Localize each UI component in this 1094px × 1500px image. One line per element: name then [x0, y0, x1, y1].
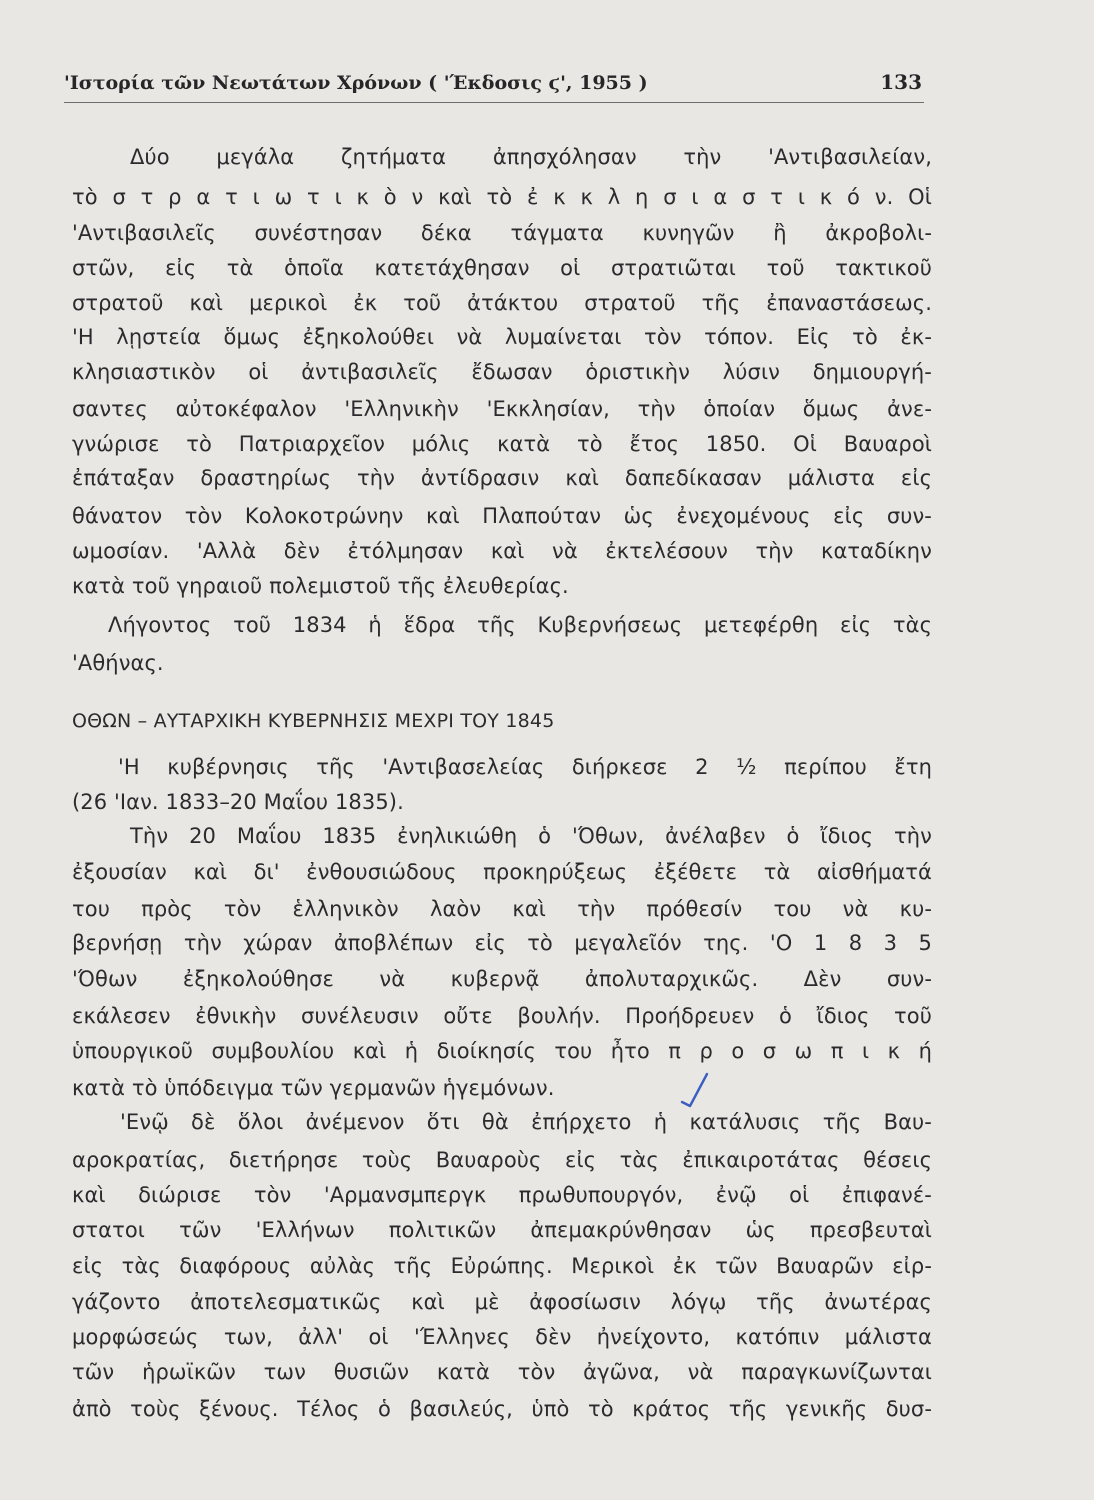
text-line: 'Η λῃστεία ὅμως ἐξηκολούθει νὰ λυμαίνεται τὸν τόπον. Εἰς τὸ ἐκ-: [72, 325, 932, 349]
text-line: στῶν, εἰς τὰ ὁποῖα κατετάχθησαν οἱ στρατιῶται τοῦ τακτικοῦ: [72, 256, 932, 280]
text-line: μορφώσεώς των, ἀλλ' οἱ 'Έλληνες δὲν ἠνείχοντο, κατόπιν μάλιστα: [72, 1325, 932, 1349]
text-line: γάζοντο ἀποτελεσματικῶς καὶ μὲ ἀφοσίωσιν λόγῳ τῆς ἀνωτέρας: [72, 1290, 932, 1314]
text-line: στατοι τῶν 'Ελλήνων πολιτικῶν ἀπεμακρύνθησαν ὡς πρεσβευταὶ: [72, 1218, 932, 1242]
text-line: τῶν ἡρωϊκῶν των θυσιῶν κατὰ τὸν ἀγῶνα, νὰ παραγκωνίζωνται: [72, 1360, 932, 1384]
text-line: κλησιαστικὸν οἱ ἀντιβασιλεῖς ἔδωσαν ὁριστικὴν λύσιν δημιουργή-: [72, 360, 932, 384]
text-line: Δύο μεγάλα ζητήματα ἀπησχόλησαν τὴν 'Αντιβασιλείαν,: [130, 145, 932, 169]
text-line: κατὰ τοῦ γηραιοῦ πολεμιστοῦ τῆς ἐλευθερίας.: [72, 574, 569, 598]
text-line: (26 'Ιαν. 1833–20 Μαΐου 1835).: [72, 790, 404, 814]
text-line: αροκρατίας, διετήρησε τοὺς Βαυαροὺς εἰς τὰς ἐπικαιροτάτας θέσεις: [72, 1148, 932, 1172]
text-line: εἰς τὰς διαφόρους αὐλὰς τῆς Εὐρώπης. Μερικοὶ ἐκ τῶν Βαυαρῶν εἰρ-: [72, 1254, 932, 1278]
text-line: ωμοσίαν. 'Αλλὰ δὲν ἐτόλμησαν καὶ νὰ ἐκτελέσουν τὴν καταδίκην: [72, 539, 932, 563]
text-line: βερνήσῃ τὴν χώραν ἀποβλέπων εἰς τὸ μεγαλεῖόν της. 'Ο 1 8 3 5: [72, 931, 932, 955]
text-line: 'Αντιβασιλεῖς συνέστησαν δέκα τάγματα κυνηγῶν ἢ ἀκροβολι-: [72, 221, 932, 245]
text-line: 'Αθήνας.: [72, 651, 164, 675]
text-line: καὶ διώρισε τὸν 'Αρμανσμπεργκ πρωθυπουργόν, ἐνῷ οἱ ἐπιφανέ-: [72, 1183, 932, 1207]
text-line: στρατοῦ καὶ μερικοὶ ἐκ τοῦ ἀτάκτου στρατοῦ τῆς ἐπαναστάσεως.: [72, 291, 932, 315]
header-rule: [64, 102, 924, 103]
page-number: 133: [880, 70, 922, 94]
text-line: 'Ενῷ δὲ ὅλοι ἀνέμενον ὅτι θὰ ἐπήρχετο ἡ κατάλυσις τῆς Βαυ-: [120, 1110, 932, 1134]
text-line: Τὴν 20 Μαΐου 1835 ἐνηλικιώθη ὁ 'Όθων, ἀνέλαβεν ὁ ἴδιος τὴν: [130, 824, 932, 848]
section-heading: ΟΘΩΝ – ΑΥΤΑΡΧΙΚΗ ΚΥΒΕΡΝΗΣΙΣ ΜΕΧΡΙ ΤΟΥ 1845: [72, 710, 555, 732]
text-line: θάνατον τὸν Κολοκοτρώνην καὶ Πλαπούταν ὡς ἐνεχομένους εἰς συν-: [72, 504, 932, 528]
text-line: τὸ σ τ ρ α τ ι ω τ ι κ ὸ ν καὶ τὸ ἐ κ κ λ η σ ι α σ τ ι κ ό ν. Οἱ: [72, 185, 932, 209]
text-line: ὑπουργικοῦ συμβουλίου καὶ ἡ διοίκησίς του ἦτο π ρ ο σ ω π ι κ ή: [72, 1039, 932, 1063]
text-line: εκάλεσεν ἐθνικὴν συνέλευσιν οὔτε βουλήν. Προήδρευεν ὁ ἴδιος τοῦ: [72, 1004, 932, 1028]
text-line: του πρὸς τὸν ἑλληνικὸν λαὸν καὶ τὴν πρόθεσίν του νὰ κυ-: [72, 897, 932, 921]
pen-mark-icon: [680, 1072, 710, 1108]
text-line: ἐπάταξαν δραστηρίως τὴν ἀντίδρασιν καὶ δαπεδίκασαν μάλιστα εἰς: [72, 466, 932, 490]
text-line: 'Η κυβέρνησις τῆς 'Αντιβασελείας διήρκεσε 2 ½ περίπου ἔτη: [118, 755, 932, 779]
text-line: γνώρισε τὸ Πατριαρχεῖον μόλις κατὰ τὸ ἔτος 1850. Οἱ Βαυαροὶ: [72, 432, 932, 456]
text-line: κατὰ τὸ ὑπόδειγμα τῶν γερμανῶν ἡγεμόνων.: [72, 1076, 555, 1100]
running-title: 'Ιστορία τῶν Νεωτάτων Χρόνων ( 'Έκδοσις ϛ', 1955 ): [64, 72, 648, 94]
text-line: ἀπὸ τοὺς ξένους. Τέλος ὁ βασιλεύς, ὑπὸ τὸ κράτος τῆς γενικῆς δυσ-: [72, 1397, 932, 1421]
text-line: σαντες αὐτοκέφαλον 'Ελληνικὴν 'Εκκλησίαν, τὴν ὁποίαν ὅμως ἀνε-: [72, 397, 932, 421]
text-line: Λήγοντος τοῦ 1834 ἡ ἕδρα τῆς Κυβερνήσεως μετεφέρθη εἰς τὰς: [108, 613, 932, 637]
running-header: [64, 70, 934, 106]
text-line: ἐξουσίαν καὶ δι' ἐνθουσιώδους προκηρύξεως ἐξέθετε τὰ αἰσθήματά: [72, 860, 932, 884]
text-line: 'Όθων ἐξηκολούθησε νὰ κυβερνᾷ ἀπολυταρχικῶς. Δὲν συν-: [72, 967, 932, 991]
